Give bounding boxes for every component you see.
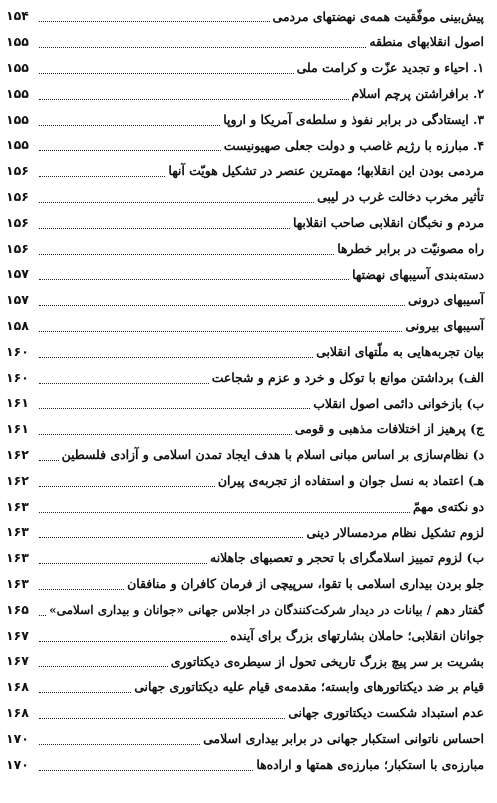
dot-leader <box>39 537 303 538</box>
toc-entry-title: پیش‌بینی موفّقیت همه‌ی نهضتهای مردمی <box>272 8 484 24</box>
toc-entry <box>6 442 484 468</box>
toc-entry-title: ۲. برافراشتن پرچم اسلام <box>351 86 484 102</box>
toc-entry <box>6 132 484 158</box>
toc-entry-page-number: ۱۵۸ <box>6 317 29 333</box>
dot-leader <box>39 305 405 306</box>
toc-entry-title: لزوم تشکیل نظام مردمسالار دینی <box>306 524 484 540</box>
dot-leader <box>39 383 209 384</box>
dot-leader <box>39 460 59 461</box>
toc-entry <box>6 209 484 235</box>
toc-entry <box>6 261 484 287</box>
dot-leader <box>39 692 131 693</box>
toc-entry <box>6 700 484 726</box>
dot-leader <box>39 150 221 151</box>
toc-entry <box>6 751 484 777</box>
toc-entry-title: ۴. مبارزه با رژیم غاصب و دولت جعلی صهیونیست <box>223 137 484 153</box>
toc-entry <box>6 416 484 442</box>
toc-entry <box>6 158 484 184</box>
toc-entry-title: هـ) اعتماد به نسل جوان و استفاده از تجربه‌ی پیران <box>217 473 484 489</box>
toc-entry-title: دسته‌بندی آسیبهای نهضتها <box>352 266 484 282</box>
toc-entry-page-number: ۱۶۱ <box>6 395 29 411</box>
toc-entry-title: احساس ناتوانی استکبار جهانی در برابر بیداری اسلامی <box>203 731 484 746</box>
toc-entry-title: آسیبهای درونی <box>407 292 484 308</box>
toc-entry-page-number: ۱۵۶ <box>6 188 29 204</box>
toc-entry-page-number: ۱۶۱ <box>6 421 29 437</box>
toc-entry <box>6 390 484 416</box>
toc-entry-title: مبارزه‌ی با استکبار؛ مبارزه‌ی همتها و اراده‌ها <box>256 756 484 772</box>
dot-leader <box>39 615 46 616</box>
toc-entry <box>6 313 484 339</box>
toc-entry <box>6 674 484 700</box>
toc-entry <box>6 55 484 81</box>
toc-entry-page-number: ۱۵۶ <box>6 214 29 230</box>
dot-leader <box>39 486 215 487</box>
toc-entry <box>6 622 484 648</box>
toc-entry <box>6 493 484 519</box>
dot-leader <box>39 718 285 719</box>
toc-entry-page-number: ۱۶۳ <box>6 498 29 514</box>
toc-entry-title: آسیبهای بیرونی <box>405 318 484 334</box>
toc-entry-title: قیام بر ضد دیکتاتورهای وابسته؛ مقدمه‌ی قیام علیه دیکتاتوری جهانی <box>134 679 484 695</box>
dot-leader <box>39 228 290 229</box>
dot-leader <box>39 357 313 358</box>
toc-entry-page-number: ۱۶۳ <box>6 575 29 591</box>
dot-leader <box>39 99 349 100</box>
toc-entry-title: مردم و نخبگان انقلابی صاحب انقلابها <box>292 215 484 231</box>
toc-entry-page-number: ۱۶۰ <box>6 343 29 359</box>
dot-leader <box>39 563 207 564</box>
toc-entry-title: ب) لزوم تمییز اسلامگرای با تحجر و تعصبهای جاهلانه <box>210 550 484 566</box>
toc-entry-title: ب) بازخوانی دائمی اصول انقلاب <box>313 395 484 411</box>
dot-leader <box>39 331 402 332</box>
toc-entry-title: جلو بردن بیداری اسلامی با تقوا، سرپیچی از فرمان کافران و منافقان <box>127 576 484 592</box>
toc-entry-title: تأثیر مخرب دخالت غرب در لیبی <box>317 189 484 205</box>
dot-leader <box>39 73 294 74</box>
toc-entry-page-number: ۱۵۵ <box>6 137 29 153</box>
table-of-contents <box>6 3 484 777</box>
toc-entry-page-number: ۱۵۷ <box>6 266 29 282</box>
toc-entry <box>6 106 484 132</box>
toc-entry <box>6 596 484 622</box>
toc-entry-page-number: ۱۶۷ <box>6 627 29 643</box>
toc-entry-page-number: ۱۶۳ <box>6 524 29 540</box>
toc-entry-title: عدم استبداد شکست دیکتاتوری جهانی <box>288 705 484 721</box>
toc-entry <box>6 364 484 390</box>
toc-entry-page-number: ۱۵۷ <box>6 292 29 308</box>
toc-entry-title: ۱. احیاء و تجدید عزّت و کرامت ملی <box>296 60 484 76</box>
dot-leader <box>39 254 334 255</box>
toc-entry-page-number: ۱۵۵ <box>6 34 29 50</box>
toc-entry-page-number: ۱۶۸ <box>6 679 29 695</box>
dot-leader <box>39 408 310 409</box>
dot-leader <box>39 434 292 435</box>
toc-entry <box>6 80 484 106</box>
toc-entry-page-number: ۱۶۳ <box>6 550 29 566</box>
toc-entry-page-number: ۱۵۴ <box>6 8 29 24</box>
toc-entry-page-number: ۱۶۲ <box>6 446 29 462</box>
toc-entry-page-number: ۱۶۸ <box>6 704 29 720</box>
toc-entry <box>6 184 484 210</box>
toc-entry-title: اصول انقلابهای منطقه <box>369 34 484 50</box>
dot-leader <box>39 770 253 771</box>
toc-entry <box>6 235 484 261</box>
toc-entry-page-number: ۱۵۵ <box>6 59 29 75</box>
toc-entry-page-number: ۱۵۵ <box>6 85 29 101</box>
toc-entry-title: راه مصونیّت در برابر خطرها <box>337 240 484 256</box>
toc-entry-title: مردمی بودن این انقلابها؛ مهمترین عنصر در تشکیل هویّت آنها <box>168 163 484 179</box>
toc-entry-page-number: ۱۵۶ <box>6 240 29 256</box>
toc-entry-page-number: ۱۶۰ <box>6 369 29 385</box>
toc-entry <box>6 467 484 493</box>
dot-leader <box>39 744 200 745</box>
toc-entry-page-number: ۱۶۲ <box>6 472 29 488</box>
dot-leader <box>39 666 168 667</box>
toc-entry-page-number: ۱۵۶ <box>6 163 29 179</box>
dot-leader <box>39 176 165 177</box>
dot-leader <box>39 47 366 48</box>
dot-leader <box>39 125 220 126</box>
dot-leader <box>39 21 270 22</box>
toc-entry-title: بشریت بر سر پیچ بزرگ تاریخی تحول از سیطره‌ی دیکتاتوری <box>170 653 484 669</box>
toc-entry-page-number: ۱۶۵ <box>6 601 29 617</box>
dot-leader <box>39 589 124 590</box>
dot-leader <box>39 202 314 203</box>
toc-entry <box>6 29 484 55</box>
dot-leader <box>39 279 349 280</box>
toc-entry <box>6 338 484 364</box>
toc-entry-title: د) نظام‌سازی بر اساس مبانی اسلام با هدف ایجاد تمدن اسلامی و آزادی فلسطین <box>61 447 484 463</box>
dot-leader <box>39 512 410 513</box>
toc-entry-title: الف) برداشتن موانع با توکل و خرد و عزم و شجاعت <box>211 369 484 385</box>
toc-entry <box>6 287 484 313</box>
dot-leader <box>39 641 227 642</box>
toc-entry <box>6 725 484 751</box>
toc-entry-title: گفتار دهم / بیانات در دیدار شرکت‌کنندگان در اجلاس جهانی «جوانان و بیداری اسلامی» <box>49 603 484 618</box>
toc-entry <box>6 571 484 597</box>
toc-entry-title: ۳. ایستادگی در برابر نفوذ و سلطه‌ی آمریکا و اروپا <box>223 111 484 127</box>
toc-entry-page-number: ۱۶۷ <box>6 653 29 669</box>
toc-entry-page-number: ۱۷۰ <box>6 756 29 772</box>
toc-entry <box>6 3 484 29</box>
toc-entry-title: جوانان انقلابی؛ حاملان بشارتهای بزرگ برای آینده <box>230 627 484 643</box>
toc-entry-page-number: ۱۷۰ <box>6 730 29 746</box>
toc-entry-title: ج) پرهیز از اختلافات مذهبی و قومی <box>294 421 484 437</box>
toc-entry <box>6 545 484 571</box>
toc-entry-title: دو نکته‌ی مهمّ <box>412 498 484 514</box>
toc-entry <box>6 519 484 545</box>
toc-entry-title: بیان تجربه‌هایی به ملّتهای انقلابی <box>316 344 484 360</box>
toc-entry <box>6 648 484 674</box>
toc-entry-page-number: ۱۵۵ <box>6 111 29 127</box>
